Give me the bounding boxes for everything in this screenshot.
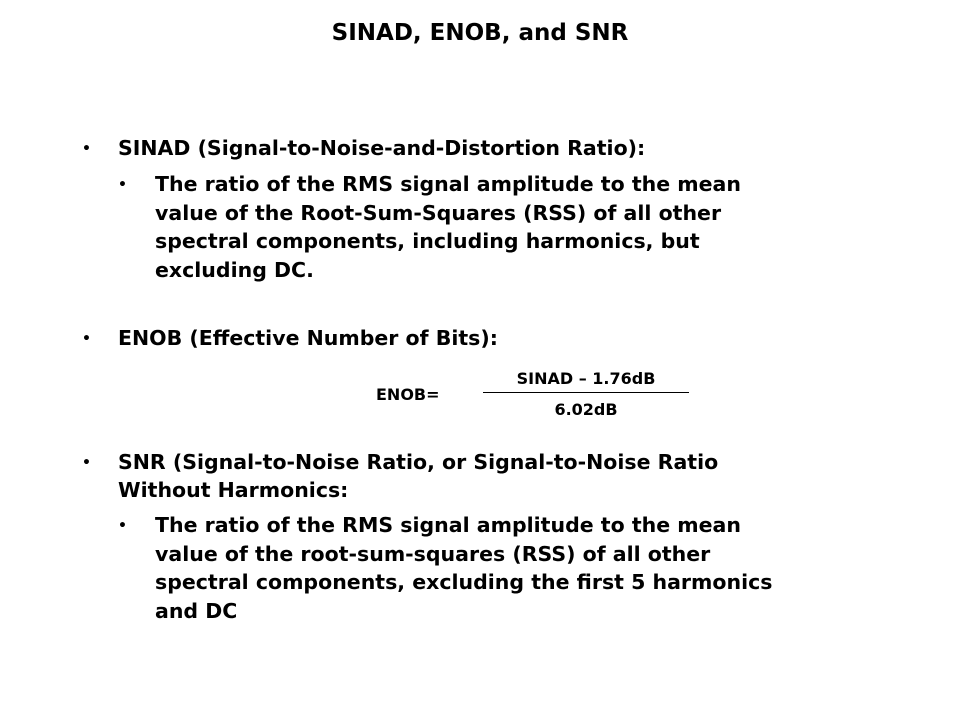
text-line: spectral components, excluding the first 5 harmonics [155,570,773,594]
text-line: and DC [155,598,238,623]
bullet-marker: • [82,455,91,471]
fraction-bar [483,392,689,393]
text-line: SNR (Signal-to-Noise Ratio, or Signal-to-Noise Ratio [118,450,719,474]
snr-description [155,511,772,625]
formula-denominator: 6.02dB [554,400,618,419]
bullet-marker: • [82,331,91,347]
slide-title: SINAD, ENOB, and SNR [331,20,629,46]
text-line: The ratio of the RMS signal amplitude to the mean [155,172,741,196]
snr-heading [118,448,718,504]
text-line: value of the root-sum-squares (RSS) of all other [155,541,711,566]
sinad-description [155,170,741,284]
text-line: spectral components, including harmonics, but [155,229,700,253]
sub-bullet-marker: • [118,177,127,193]
enob-heading: ENOB (Effective Number of Bits): [118,326,498,350]
text-line: value of the Root-Sum-Squares (RSS) of all other [155,200,722,225]
sub-bullet-marker: • [118,518,127,534]
bullet-marker: • [82,141,91,157]
text-line: Without Harmonics: [118,478,349,502]
sinad-heading: SINAD (Signal-to-Noise-and-Distortion Ratio): [118,136,646,160]
formula-numerator: SINAD – 1.76dB [516,369,656,388]
text-line: excluding DC. [155,257,314,282]
text-line: The ratio of the RMS signal amplitude to the mean [155,513,741,537]
formula-lhs: ENOB= [376,385,440,404]
